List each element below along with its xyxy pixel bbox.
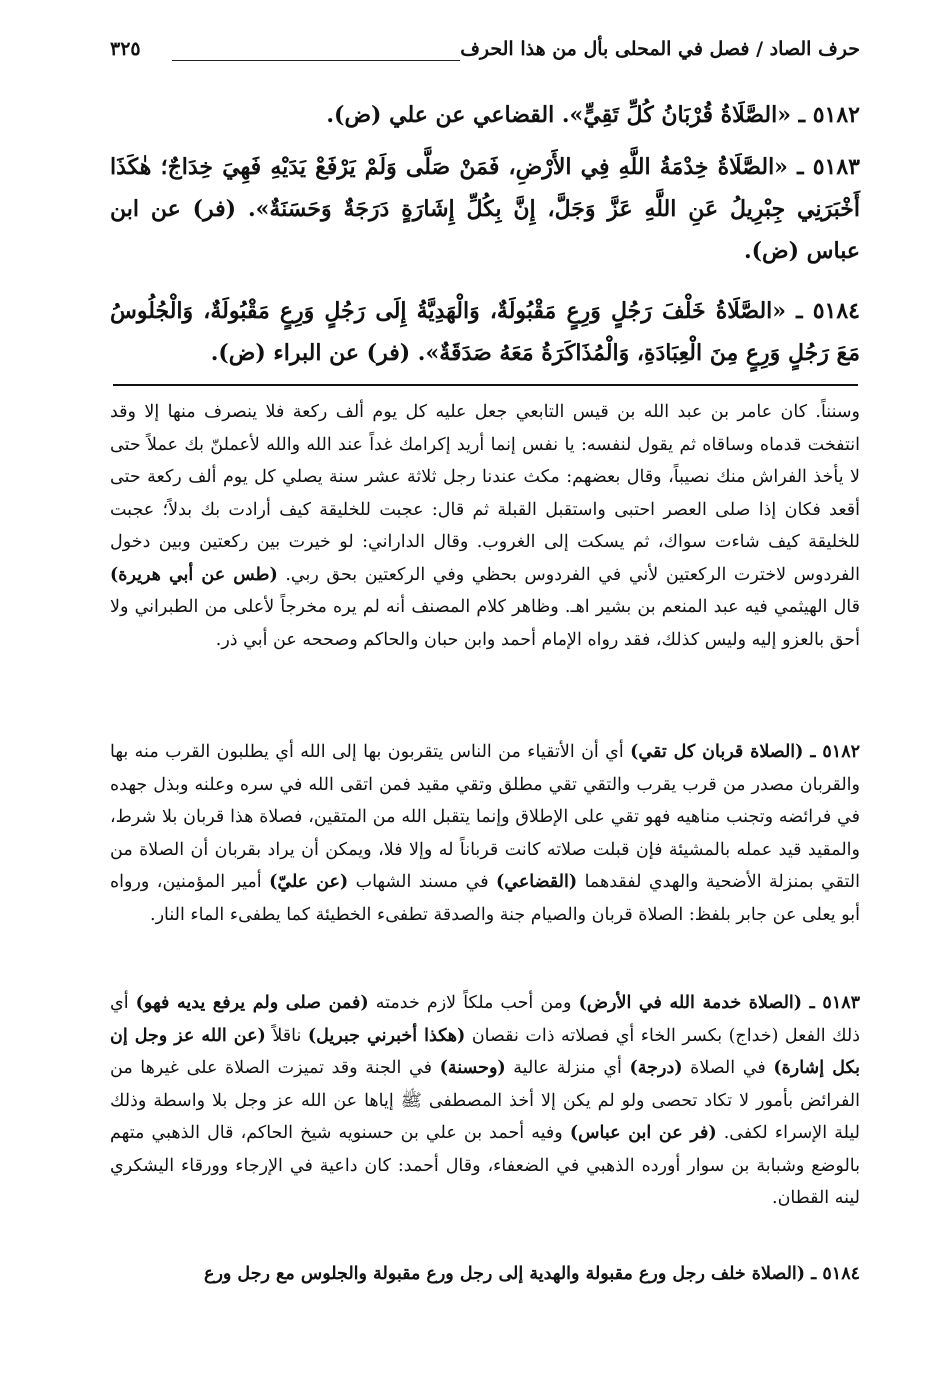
page-number: ٣٢٥ bbox=[110, 38, 141, 60]
header-title: حرف الصاد / فصل في المحلى بأل من هذا الحرف bbox=[460, 38, 860, 60]
commentary-text: قال الهيثمي فيه عبد المنعم بن بشير اهـ. وظاهر كلام المصنف أنه لم يره مخرجاً لأعلى من الطبراني ولا أحق بالعزو إليه وليس كذلك، فقد رواه الإمام أحمد وابن حبان والحاكم وصححه عن أبي ذر. bbox=[110, 597, 860, 650]
commentary-text: أي منزلة عالية bbox=[505, 1058, 630, 1078]
hadith-number: ٥١٨٤ ـ bbox=[796, 298, 860, 324]
commentary-number: ٥١٨٤ ـ bbox=[805, 1264, 860, 1284]
hadith-5183 bbox=[110, 146, 860, 272]
commentary-quote: (درجة) bbox=[629, 1058, 683, 1078]
commentary-quote: (فمن صلى ولم يرفع يديه فهو) bbox=[135, 993, 369, 1013]
commentary-quote: (وحسنة) bbox=[439, 1058, 506, 1078]
hadith-number: ٥١٨٢ ـ bbox=[798, 102, 860, 128]
commentary-text: أي ذلك الفعل (خداج) بكسر الخاء أي فصلاته ذات نقصان bbox=[110, 993, 861, 1046]
commentary-text: وفيه أحمد بن علي بن حسنويه شيخ الحاكم، قال الذهبي متهم بالوضع وشبابة بن سوار أورده الذهبي في الضعفاء، وقال أحمد: كان داعية في الإرجاء وورقاء اليشكري لينه القطان. bbox=[110, 1123, 860, 1208]
commentary-quote: (الصلاة قربان كل تقي) bbox=[630, 742, 804, 762]
commentary-quote: (الصلاة خدمة الله في الأرض) bbox=[578, 993, 803, 1013]
commentary-quote: (القضاعي) bbox=[495, 872, 578, 892]
hadith-text: «الصَّلَاةُ خِدْمَةُ اللَّهِ فِي الأَرْضِ، فَمَنْ صَلَّى وَلَمْ يَرْفَعْ يَدَيْهِ فَهِيَ خِدَاجٌ؛ هٰكَذَا أَخْبَرَنِي جِبْرِيلُ عَنِ اللَّهِ عَزَّ وَجَلَّ، إِنَّ بِكُلِّ إِشَارَةٍ دَرَجَةٌ وَحَسَنَةٌ». (فر) عن ابن عباس (ض). bbox=[110, 154, 860, 264]
commentary-text: أمير المؤمنين، ورواه أبو يعلى عن جابر بلفظ: الصلاة قربان والصيام جنة والصدقة تطفىء الخطيئة كما يطفىء الماء النار. bbox=[110, 872, 860, 925]
footnote-divider bbox=[113, 384, 858, 386]
hadith-5184 bbox=[110, 290, 860, 374]
commentary-text: في الصلاة bbox=[682, 1058, 774, 1078]
commentary-text: في الجنة وقد تميزت الصلاة على غيرها من الفرائض بأمور لا تكاد تحصى ولو لم يكن إلا أخذ المصطفى ﷺ إياها عن الله عز وجل بلا واسطة وذلك ليلة الإسراء لكفى. bbox=[110, 1058, 861, 1143]
commentary-text: أي أن الأتقياء من الناس يتقربون بها إلى الله أي يطلبون القرب منه بها والقربان مصدر من قرب يقرب والتقي تقي مطلق وتقي مقيد فمن اتقى الله في سره وعلنه وبذل جهده في فرائضه وتجنب مناهيه فهو تقي على الإطلاق وإنما يتقبل الله من المتقين، فصلاة هذا قربان بلا شرط، والمقيد قيد عمله بالمشيئة فإن قبلت صلاته كانت قرباناً له وإلا فلا، ويمكن أن يراد بقربان أن الصلاة من التقي بمنزلة الأضحية والهدي لفقدهما bbox=[110, 742, 860, 892]
commentary-quote: (هكذا أخبرني جبريل) bbox=[307, 1025, 466, 1046]
commentary-quote: (طس عن أبي هريرة) bbox=[110, 564, 278, 585]
commentary-text: وسنناً. كان عامر بن عبد الله بن قيس التابعي جعل عليه كل يوم ألف ركعة فلا ينصرف منها إلا وقد انتفخت قدماه وساقاه ثم يقول لنفسه: يا نفس إنما أريد إكرامك غداً عند الله والله لأعملنّ بك عملاً حتى لا يأخذ الفراش منك نصيباً، وقال بعضهم: مكث عندنا رجل ثلاثة عشر سنة يصلي كل يوم ألف ركعة حتى أقعد فكان إذا صلى العصر احتبى واستقبل القبلة ثم قال: عجبت للخليقة كيف أرادت بك بدلاً؛ عجبت للخليقة كيف شاءت سواك، ثم يسكت إلى الغروب. وقال الداراني: لو خيرت بين ركعتين وبين دخول الفردوس لاخترت الركعتين لأني في الفردوس بحظي وفي الركعتين بحق ربي. bbox=[110, 402, 860, 585]
commentary-continuation bbox=[110, 396, 860, 656]
hadith-number: ٥١٨٣ ـ bbox=[797, 154, 860, 180]
commentary-5182 bbox=[110, 736, 860, 931]
commentary-5183 bbox=[110, 987, 860, 1215]
commentary-text: ومن أحب ملكاً لازم خدمته bbox=[368, 993, 579, 1013]
running-header bbox=[110, 38, 860, 72]
commentary-number: ٥١٨٢ ـ bbox=[803, 742, 861, 762]
commentary-quote: (عن الله عز وجل إن بكل إشارة) bbox=[110, 1025, 861, 1078]
commentary-quote: (عن عليّ) bbox=[269, 872, 349, 892]
commentary-5184 bbox=[110, 1258, 860, 1291]
hadith-text: «الصَّلَاةُ خَلْفَ رَجُلٍ وَرِعٍ مَقْبُولَةٌ، وَالْهَدِيَّةُ إِلَى رَجُلٍ وَرِعٍ مَقْبُولَةٌ، وَالْجُلُوسُ مَعَ رَجُلٍ وَرِعٍ مِنَ الْعِبَادَةِ، وَالْمُذَاكَرَةُ مَعَهُ صَدَقَةٌ». (فر) عن البراء (ض). bbox=[110, 298, 860, 366]
hadith-text: «الصَّلَاةُ قُرْبَانُ كُلِّ تَقِيٍّ». القضاعي عن علي (ض). bbox=[326, 102, 791, 128]
commentary-text: ناقلاً bbox=[265, 1025, 308, 1046]
commentary-text: في مسند الشهاب bbox=[348, 872, 496, 892]
hadith-5182 bbox=[110, 94, 860, 136]
header-rule bbox=[172, 60, 460, 61]
commentary-number: ٥١٨٣ ـ bbox=[802, 993, 861, 1013]
commentary-quote: (الصلاة خلف رجل ورع مقبولة والهدية إلى رجل ورع مقبولة والجلوس مع رجل ورع bbox=[204, 1264, 806, 1284]
commentary-quote: (فر عن ابن عباس) bbox=[569, 1123, 717, 1143]
